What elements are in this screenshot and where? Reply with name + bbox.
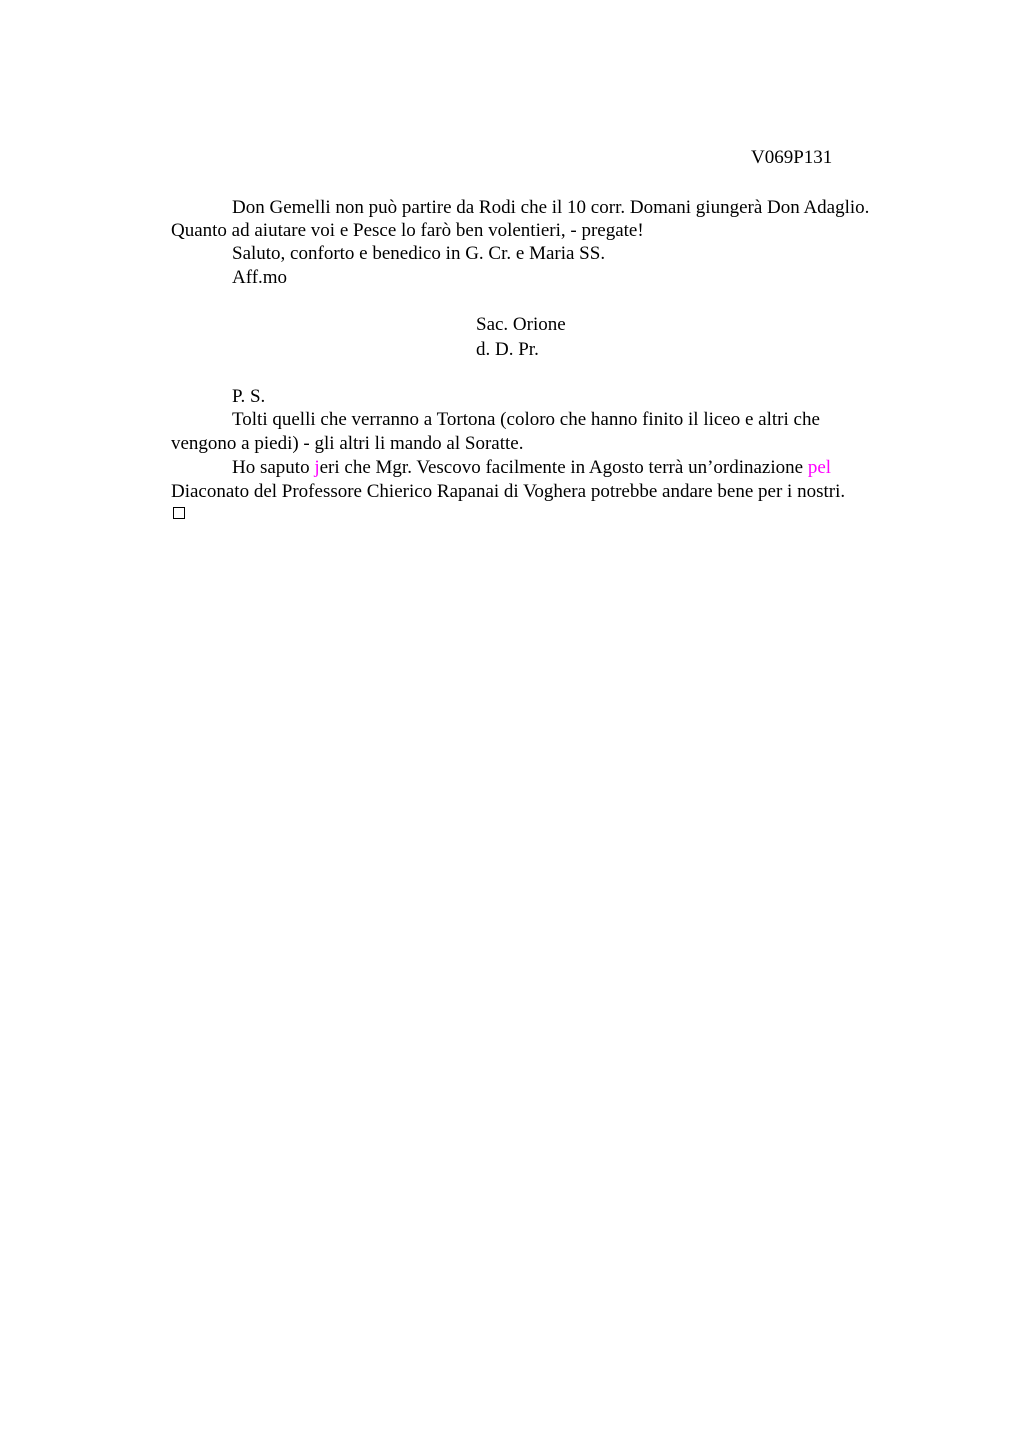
signature-name: Sac. Orione	[476, 314, 566, 335]
postscript-paragraph-2-line-2: Diaconato del Professore Chierico Rapanai di Voghera potrebbe andare bene per i nostri.	[171, 481, 846, 502]
greeting-line: Saluto, conforto e benedico in G. Cr. e Maria SS.	[232, 243, 606, 264]
postscript-paragraph-1-line-2: vengono a piedi) - gli altri li mando al Soratte.	[171, 433, 524, 454]
postscript-paragraph-1-line-1: Tolti quelli che verranno a Tortona (coloro che hanno finito il liceo e altri che	[232, 409, 820, 430]
postscript-text-segment: eri che Mgr. Vescovo facilmente in Agosto terrà un’ordinazione	[319, 457, 808, 478]
signature-title: d. D. Pr.	[476, 339, 539, 360]
highlighted-letter: j	[314, 457, 320, 478]
paragraph-1-line-2: Quanto ad aiutare voi e Pesce lo farò ben volentieri, - pregate!	[171, 220, 644, 241]
postscript-heading: P. S.	[232, 386, 266, 407]
highlighted-word: pel	[807, 457, 832, 478]
postscript-text-segment: Ho saputo	[232, 457, 315, 478]
square-box-icon	[173, 507, 185, 519]
document-id: V069P131	[751, 147, 833, 168]
closing-line: Aff.mo	[232, 267, 288, 288]
postscript-paragraph-2-line-1	[232, 456, 831, 480]
paragraph-1-line-1: Don Gemelli non può partire da Rodi che il 10 corr. Domani giungerà Don Adaglio.	[232, 197, 870, 218]
